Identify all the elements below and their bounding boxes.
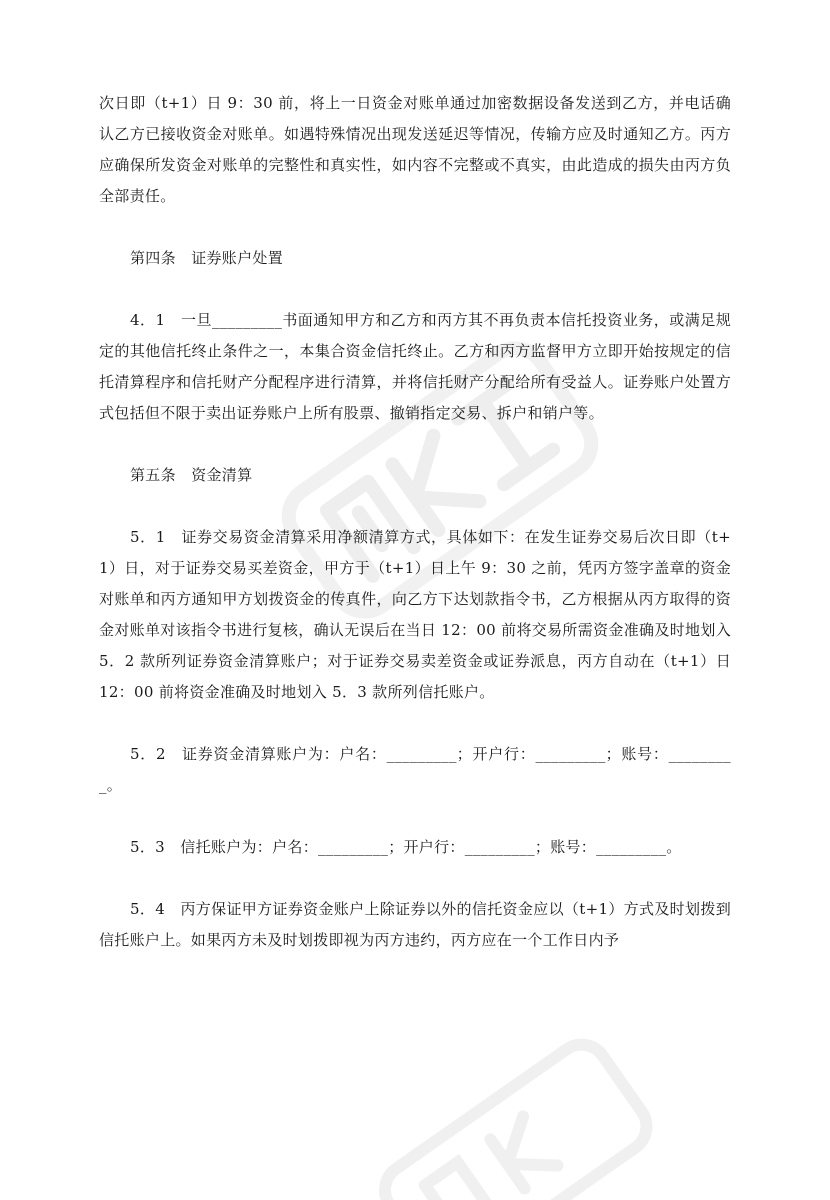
spacer bbox=[99, 863, 731, 894]
clause-5-1: 5．1 证券交易资金清算采用净额清算方式，具体如下：在发生证券交易后次日即（t+1）日，对于证券交易买差资金，甲方于（t+1）日上午 9：30 之前，凭丙方签字盖章的资金对账单和丙方通知甲方划拨资金的传真件，向乙方下达划款指令书，乙方根据从丙方取得的资金对账单对该指令书进行复核，确认无误后在当日 12：00 前将交易所需资金准确及时地划入 5．2 款所列证券资金清算账户；对于证券交易卖差资金或证券派息，丙方自动在（t+1）日 12：00 前将资金准确及时地划入 5．3 款所列信托账户。 bbox=[99, 528, 731, 701]
spacer bbox=[99, 491, 731, 522]
document-body bbox=[99, 88, 731, 956]
spacer bbox=[99, 708, 731, 739]
clause-5-4: 5．4 丙方保证甲方证券资金账户上除证券以外的信托资金应以（t+1）方式及时划拨到信托账户上。如果丙方未及时划拨即视为丙方违约，丙方应在一个工作日内予 bbox=[99, 900, 731, 949]
clause-4-1: 4．1 一旦_________书面通知甲方和乙方和丙方其不再负责本信托投资业务，或满足规定的其他信托终止条件之一，本集合资金信托终止。乙方和丙方监督甲方立即开始按规定的信托清算程序和信托财产分配程序进行清算，并将信托财产分配给所有受益人。证券账户处置方式包括但不限于卖出证券账户上所有股票、撤销指定交易、拆户和销户等。 bbox=[99, 311, 731, 422]
clause-5-2: 5．2 证券资金清算账户为：户名：_________；开户行：_________；账号：_________。 bbox=[99, 745, 731, 794]
article-5-heading: 第五条 资金清算 bbox=[130, 466, 253, 484]
spacer bbox=[99, 274, 731, 305]
article-4-heading: 第四条 证券账户处置 bbox=[130, 249, 284, 267]
spacer bbox=[99, 212, 731, 243]
intro-paragraph: 次日即（t+1）日 9：30 前，将上一日资金对账单通过加密数据设备发送到乙方，并电话确认乙方已接收资金对账单。如遇特殊情况出现发送延迟等情况，传输方应及时通知乙方。丙方应确保所发资金对账单的完整性和真实性，如内容不完整或不真实，由此造成的损失由丙方负全部责任。 bbox=[99, 94, 731, 205]
spacer bbox=[99, 801, 731, 832]
spacer bbox=[99, 429, 731, 460]
watermark-logo-bottom bbox=[360, 1000, 660, 1200]
clause-5-3: 5．3 信托账户为：户名：_________；开户行：_________；账号：_________。 bbox=[130, 838, 682, 856]
